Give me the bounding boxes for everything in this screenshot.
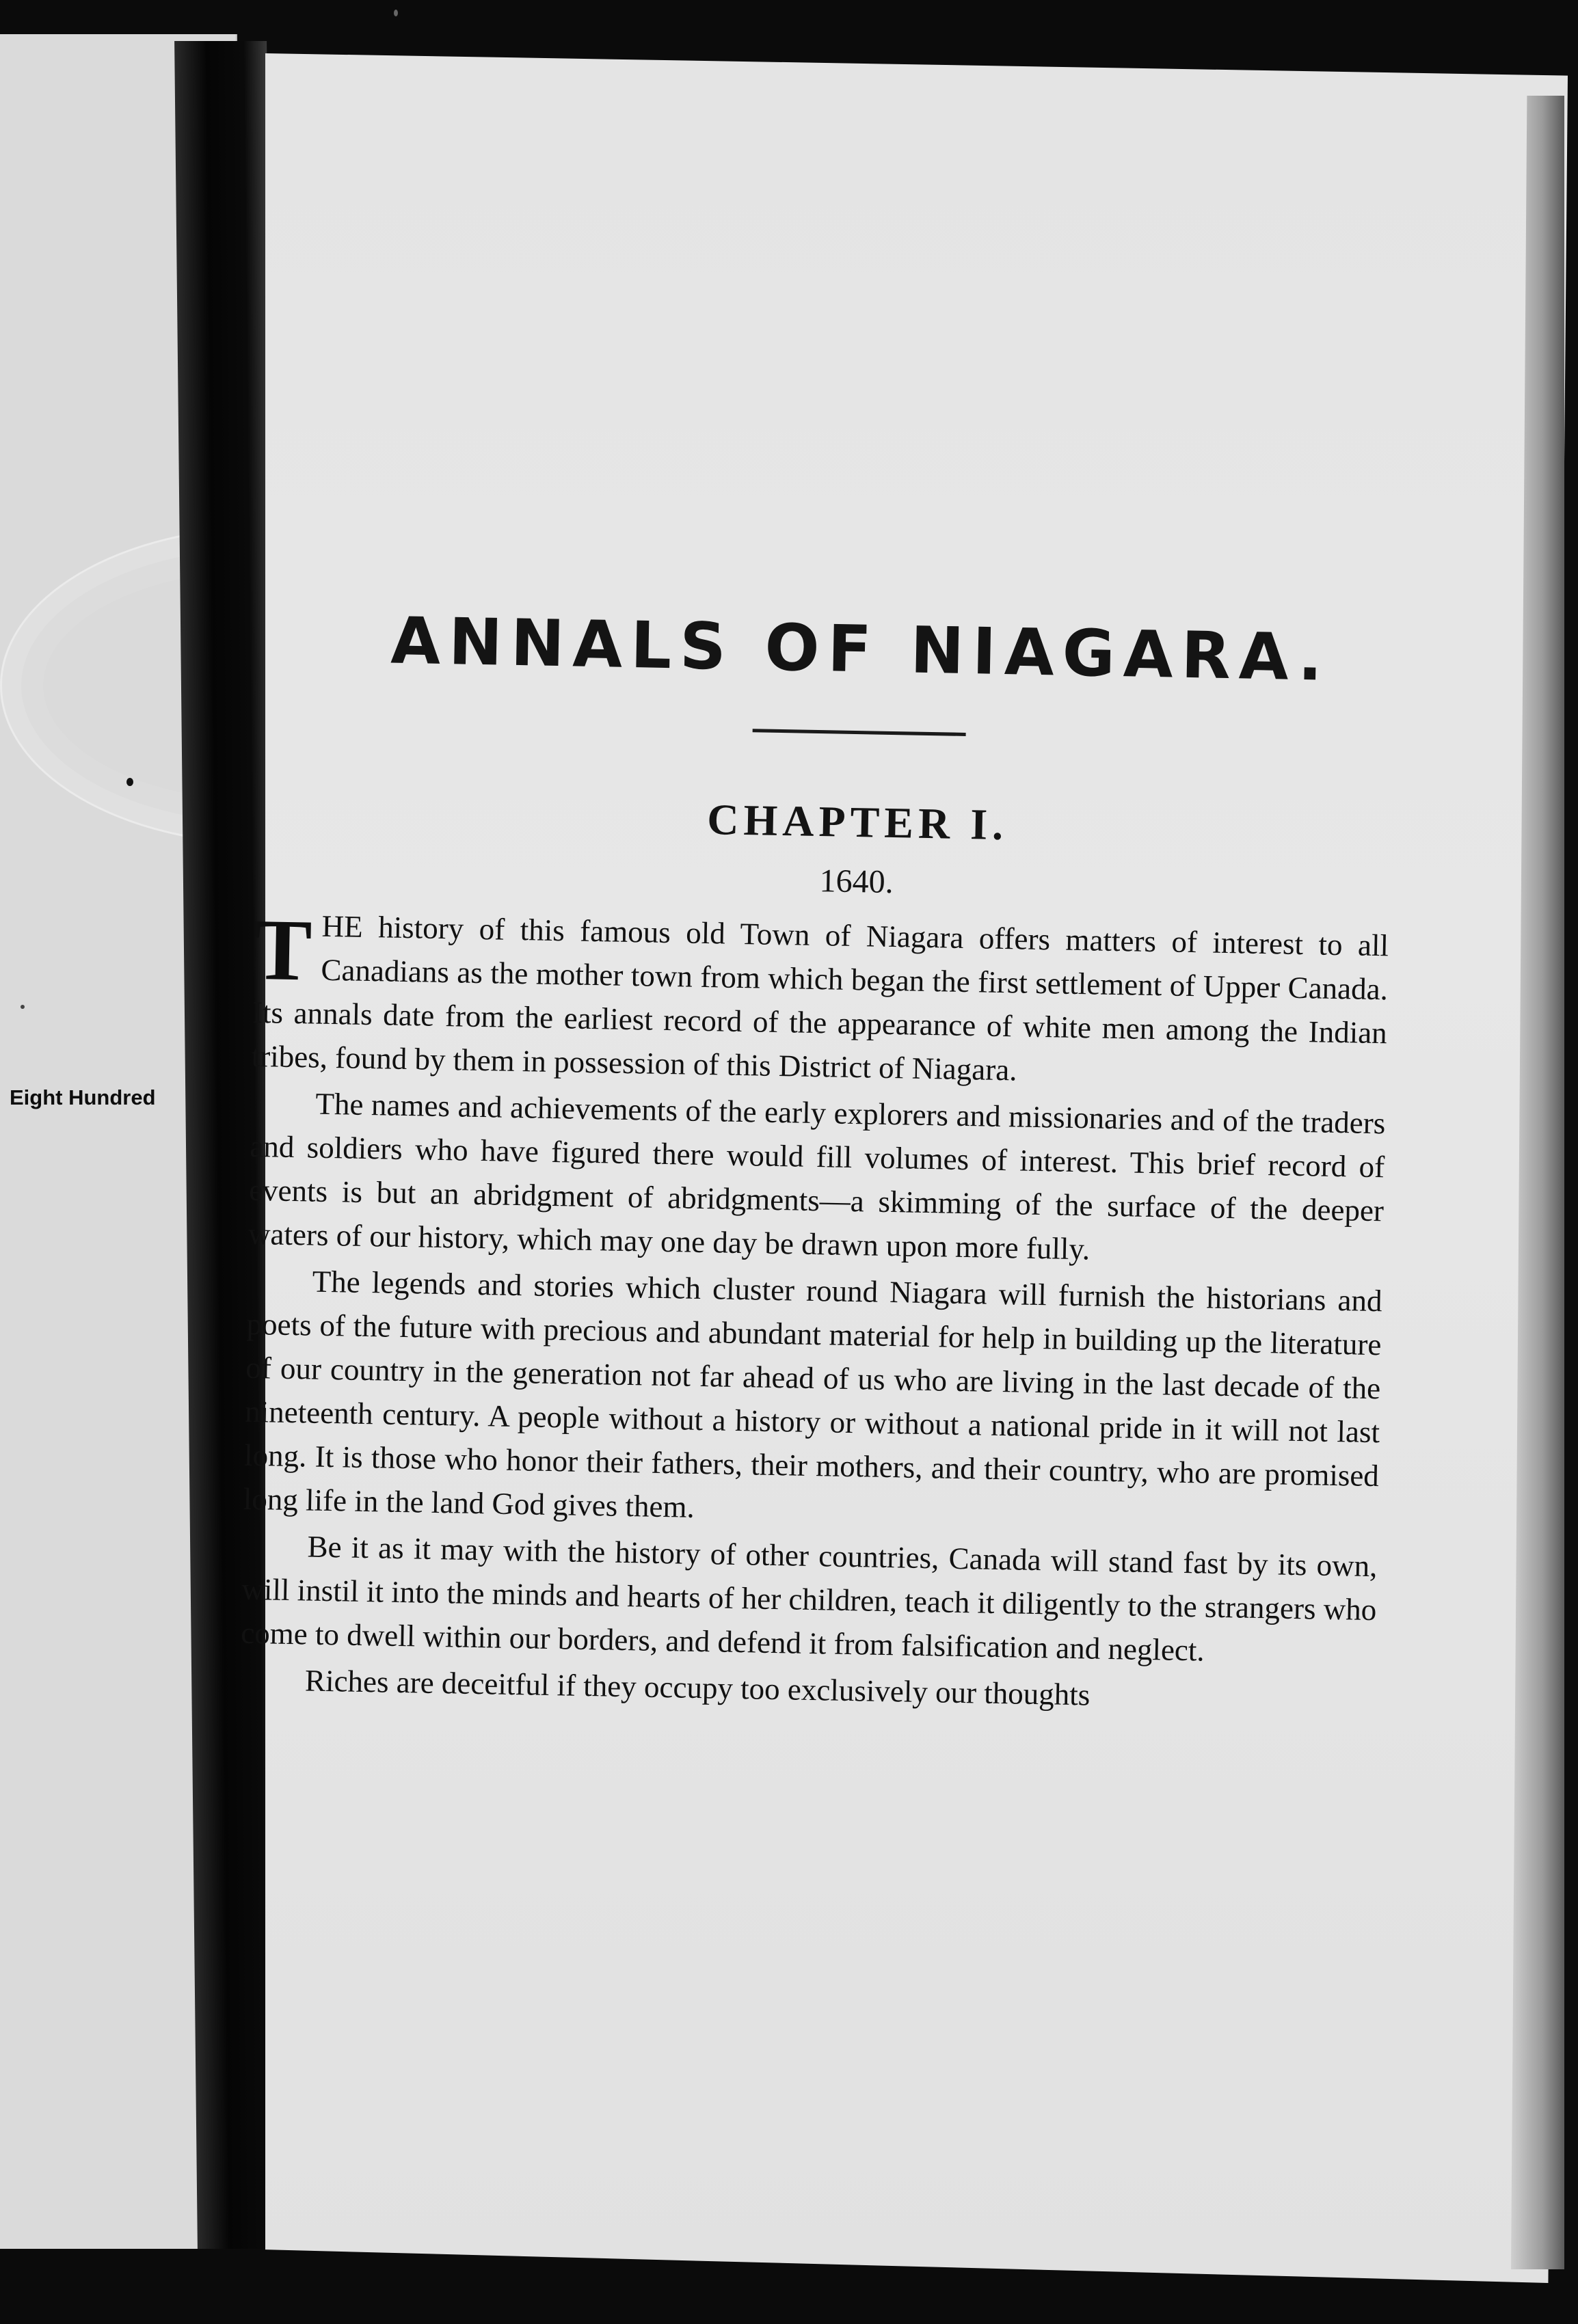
paragraph-4: Be it as it may with the history of other countries, Canada will stand fast by its own, will instil it into the minds and hearts of her children, teach it diligently to the strangers who come to dwell within our borders, and defend it from falsification and neglect. [240,1529,1378,1668]
page-content [240,602,1395,1722]
marginal-note: Eight Hundred [10,1085,156,1109]
paragraph-1-text: HE history of this famous old Town of Niagara offers matters of interest to all Canadians as the mother town from which began the first settlement of Upper Canada. Its annals date from the earliest record of the appearance of white men among the Indian tribes, found by them in possession of this District of Niagara. [251,908,1389,1087]
book-title: ANNALS OF NIAGARA. [390,604,1332,696]
drop-cap: T [252,900,313,999]
paragraph-2: The names and achievements of the early explorers and missionaries and of the traders and soldiers who have figured there would fill volumes of interest. This brief record of events is but an abridgment of abridgments—a skimming of the surface of the deeper waters of our history, which may one day be drawn upon more fully. [248,1086,1386,1267]
chapter-year: 1640. [819,863,894,901]
body-text [240,900,1389,1722]
chapter-heading: CHAPTER I. [706,795,1008,850]
paragraph-1 [251,900,1389,1098]
scan-speck [394,10,398,16]
paragraph-5: Riches are deceitful if they occupy too exclusively our thoughts [304,1663,1091,1712]
title-rule [753,729,966,736]
ink-dot [126,778,133,786]
paragraph-3: The legends and stories which cluster round Niagara will furnish the historians and poets of the future with precious and abundant material for help in building up the literature of our country in the generation not far ahead of us who are living in the last decade of the nineteenth century. A people without a history or without a national pride in it will not last long. It is those who honor their fathers, their mothers, and their country, who are promised long life in the land God gives them. [243,1264,1382,1524]
ink-speck [21,1005,25,1009]
